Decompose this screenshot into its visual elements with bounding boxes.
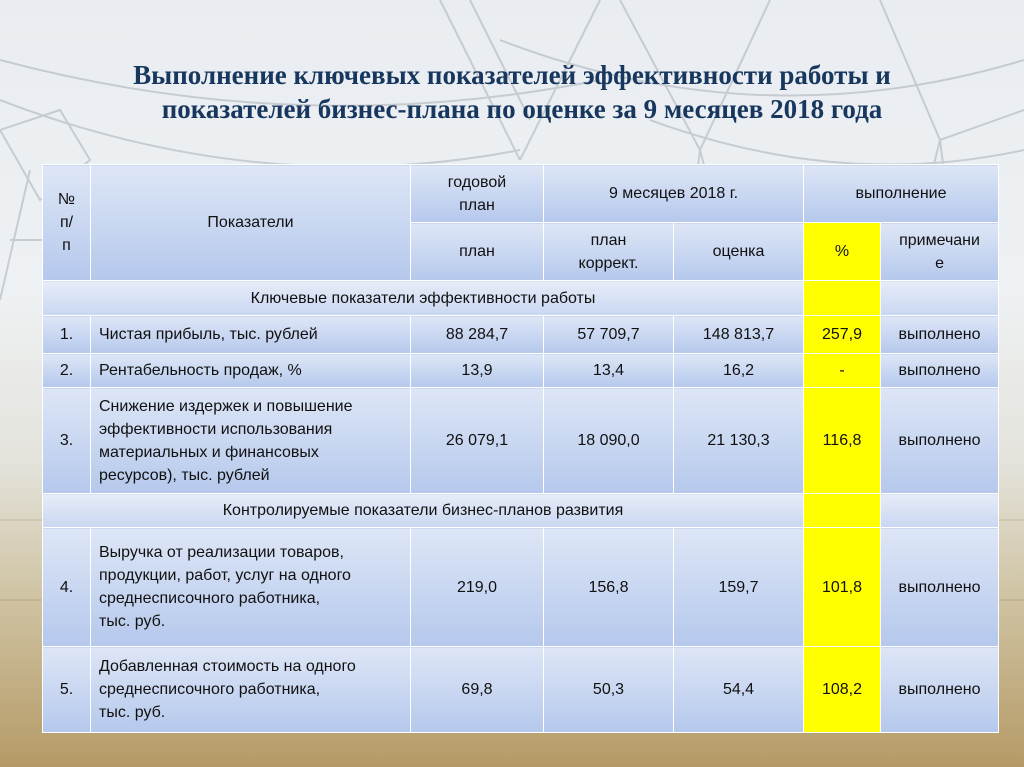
row-annual-plan: 88 284,7: [411, 316, 544, 354]
row-plan-corrected: 50,3: [544, 647, 674, 733]
row-annual-plan: 13,9: [411, 354, 544, 388]
row-percent: -: [804, 354, 881, 388]
row-plan-corrected: 156,8: [544, 528, 674, 647]
row-indicator: Выручка от реализации товаров, продукции, работ, услуг на одного среднесписочного работника, тыс. руб.: [91, 528, 411, 647]
row-note: выполнено: [881, 388, 999, 494]
header-estimate: оценка: [674, 223, 804, 281]
section-percent-cell: [804, 281, 881, 316]
row-annual-plan: 26 079,1: [411, 388, 544, 494]
title-line-1: Выполнение ключевых показателей эффективности работы и: [133, 60, 891, 90]
row-percent: 108,2: [804, 647, 881, 733]
row-plan-corrected: 57 709,7: [544, 316, 674, 354]
row-number: 2.: [43, 354, 91, 388]
header-row-1: [43, 165, 999, 223]
row-number: 4.: [43, 528, 91, 647]
row-note: выполнено: [881, 354, 999, 388]
header-execution: выполнение: [804, 165, 999, 223]
section-title: Контролируемые показатели бизнес-планов развития: [43, 494, 804, 528]
row-number: 1.: [43, 316, 91, 354]
row-percent: 116,8: [804, 388, 881, 494]
row-estimate: 159,7: [674, 528, 804, 647]
row-plan-corrected: 13,4: [544, 354, 674, 388]
header-indicators: Показатели: [91, 165, 411, 281]
row-number: 3.: [43, 388, 91, 494]
table-row: [43, 388, 999, 494]
section-row: [43, 281, 999, 316]
row-annual-plan: 219,0: [411, 528, 544, 647]
table-row: [43, 316, 999, 354]
header-plan: план: [411, 223, 544, 281]
row-percent: 257,9: [804, 316, 881, 354]
header-number: № п/ п: [43, 165, 91, 281]
slide-title: [30, 58, 994, 126]
table-row: [43, 528, 999, 647]
row-plan-corrected: 18 090,0: [544, 388, 674, 494]
row-estimate: 148 813,7: [674, 316, 804, 354]
section-note-cell: [881, 494, 999, 528]
row-estimate: 16,2: [674, 354, 804, 388]
row-indicator: Чистая прибыль, тыс. рублей: [91, 316, 411, 354]
row-estimate: 54,4: [674, 647, 804, 733]
row-indicator: Добавленная стоимость на одного среднесписочного работника, тыс. руб.: [91, 647, 411, 733]
row-note: выполнено: [881, 647, 999, 733]
row-note: выполнено: [881, 316, 999, 354]
section-note-cell: [881, 281, 999, 316]
header-percent: %: [804, 223, 881, 281]
row-indicator: Снижение издержек и повышение эффективности использования материальных и финансовых ресурсов), тыс. рублей: [91, 388, 411, 494]
kpi-table: [42, 164, 999, 733]
section-title: Ключевые показатели эффективности работы: [43, 281, 804, 316]
section-row: [43, 494, 999, 528]
row-annual-plan: 69,8: [411, 647, 544, 733]
header-note: примечани е: [881, 223, 999, 281]
header-plan-corrected: план коррект.: [544, 223, 674, 281]
row-note: выполнено: [881, 528, 999, 647]
header-annual-plan: годовой план: [411, 165, 544, 223]
row-percent: 101,8: [804, 528, 881, 647]
row-estimate: 21 130,3: [674, 388, 804, 494]
section-percent-cell: [804, 494, 881, 528]
row-number: 5.: [43, 647, 91, 733]
table-row: [43, 354, 999, 388]
table-row: [43, 647, 999, 733]
header-nine-months: 9 месяцев 2018 г.: [544, 165, 804, 223]
row-indicator: Рентабельность продаж, %: [91, 354, 411, 388]
title-line-2: показателей бизнес-плана по оценке за 9 месяцев 2018 года: [161, 94, 883, 124]
